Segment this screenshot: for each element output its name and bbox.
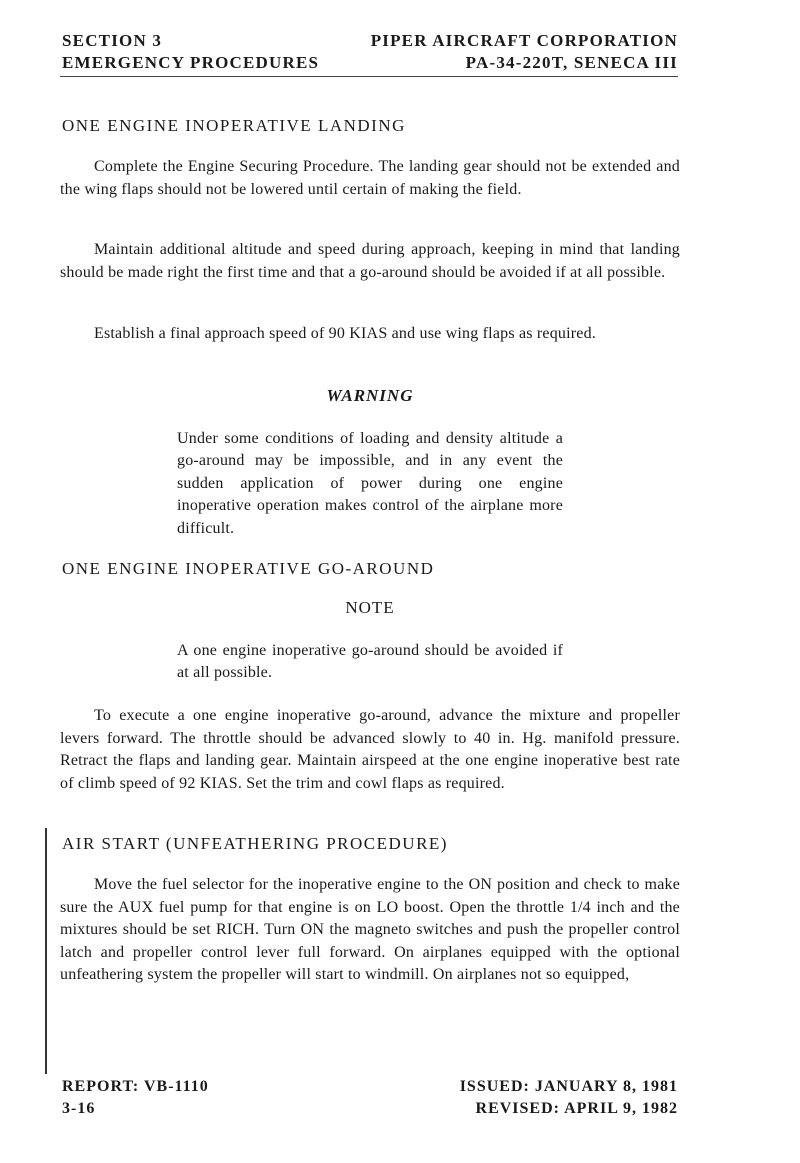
- revised-date: REVISED: APRIL 9, 1982: [475, 1100, 678, 1117]
- airstart-paragraph: Move the fuel selector for the inoperative engine to the ON position and check to make sure the AUX fuel pump for that engine is on LO boost. Open the throttle 1/4 inch and the mixtures should be set RICH. Turn ON the magneto switches and push the propeller control latch and propeller control lever full forward. On airplanes equipped with the optional unfeathering system the propeller will start to windmill. On airplanes not so equipped,: [60, 876, 680, 984]
- goaround-heading: ONE ENGINE INOPERATIVE GO-AROUND: [62, 559, 435, 578]
- goaround-paragraph: To execute a one engine inoperative go-around, advance the mixture and propeller levers forward. The throttle should be advanced slowly to 40 in. Hg. manifold pressure. Retract the flaps and landing gear. Maintain airspeed at the one engine inoperative best rate of climb speed of 92 KIAS. Set the trim and cowl flaps as required.: [60, 707, 680, 792]
- warning-text: Under some conditions of loading and density altitude a go-around may be impossible, and in any event the sudden application of power during one engine inoperative operation makes control of the airplane more difficult.: [177, 430, 563, 537]
- revision-bar: [45, 828, 47, 1074]
- report-number: REPORT: VB-1110: [62, 1078, 209, 1095]
- header-divider: [60, 76, 678, 77]
- chapter-title: EMERGENCY PROCEDURES: [62, 53, 320, 72]
- company-name: PIPER AIRCRAFT CORPORATION: [370, 31, 678, 50]
- airstart-heading: AIR START (UNFEATHERING PROCEDURE): [62, 834, 448, 853]
- header-right: [371, 30, 678, 74]
- note-title: NOTE: [345, 598, 395, 617]
- aircraft-model: PA-34-220T, SENECA III: [465, 53, 678, 72]
- page-number: 3-16: [62, 1100, 96, 1117]
- warning-title: WARNING: [326, 386, 414, 405]
- header-left: [62, 30, 319, 74]
- note-text: A one engine inoperative go-around should be avoided if at all possible.: [177, 642, 563, 682]
- landing-paragraph-1: Complete the Engine Securing Procedure. The landing gear should not be extended and the wing flaps should not be lowered until certain of making the field.: [60, 158, 680, 198]
- landing-paragraph-3: Establish a final approach speed of 90 KIAS and use wing flaps as required.: [94, 325, 596, 342]
- footer-left: [62, 1076, 209, 1120]
- landing-heading: ONE ENGINE INOPERATIVE LANDING: [62, 116, 406, 135]
- footer-right: [460, 1076, 678, 1120]
- issued-date: ISSUED: JANUARY 8, 1981: [459, 1078, 678, 1095]
- landing-paragraph-2: Maintain additional altitude and speed during approach, keeping in mind that landing should be made right the first time and that a go-around should be avoided if at all possible.: [60, 241, 680, 281]
- section-number: SECTION 3: [62, 31, 163, 50]
